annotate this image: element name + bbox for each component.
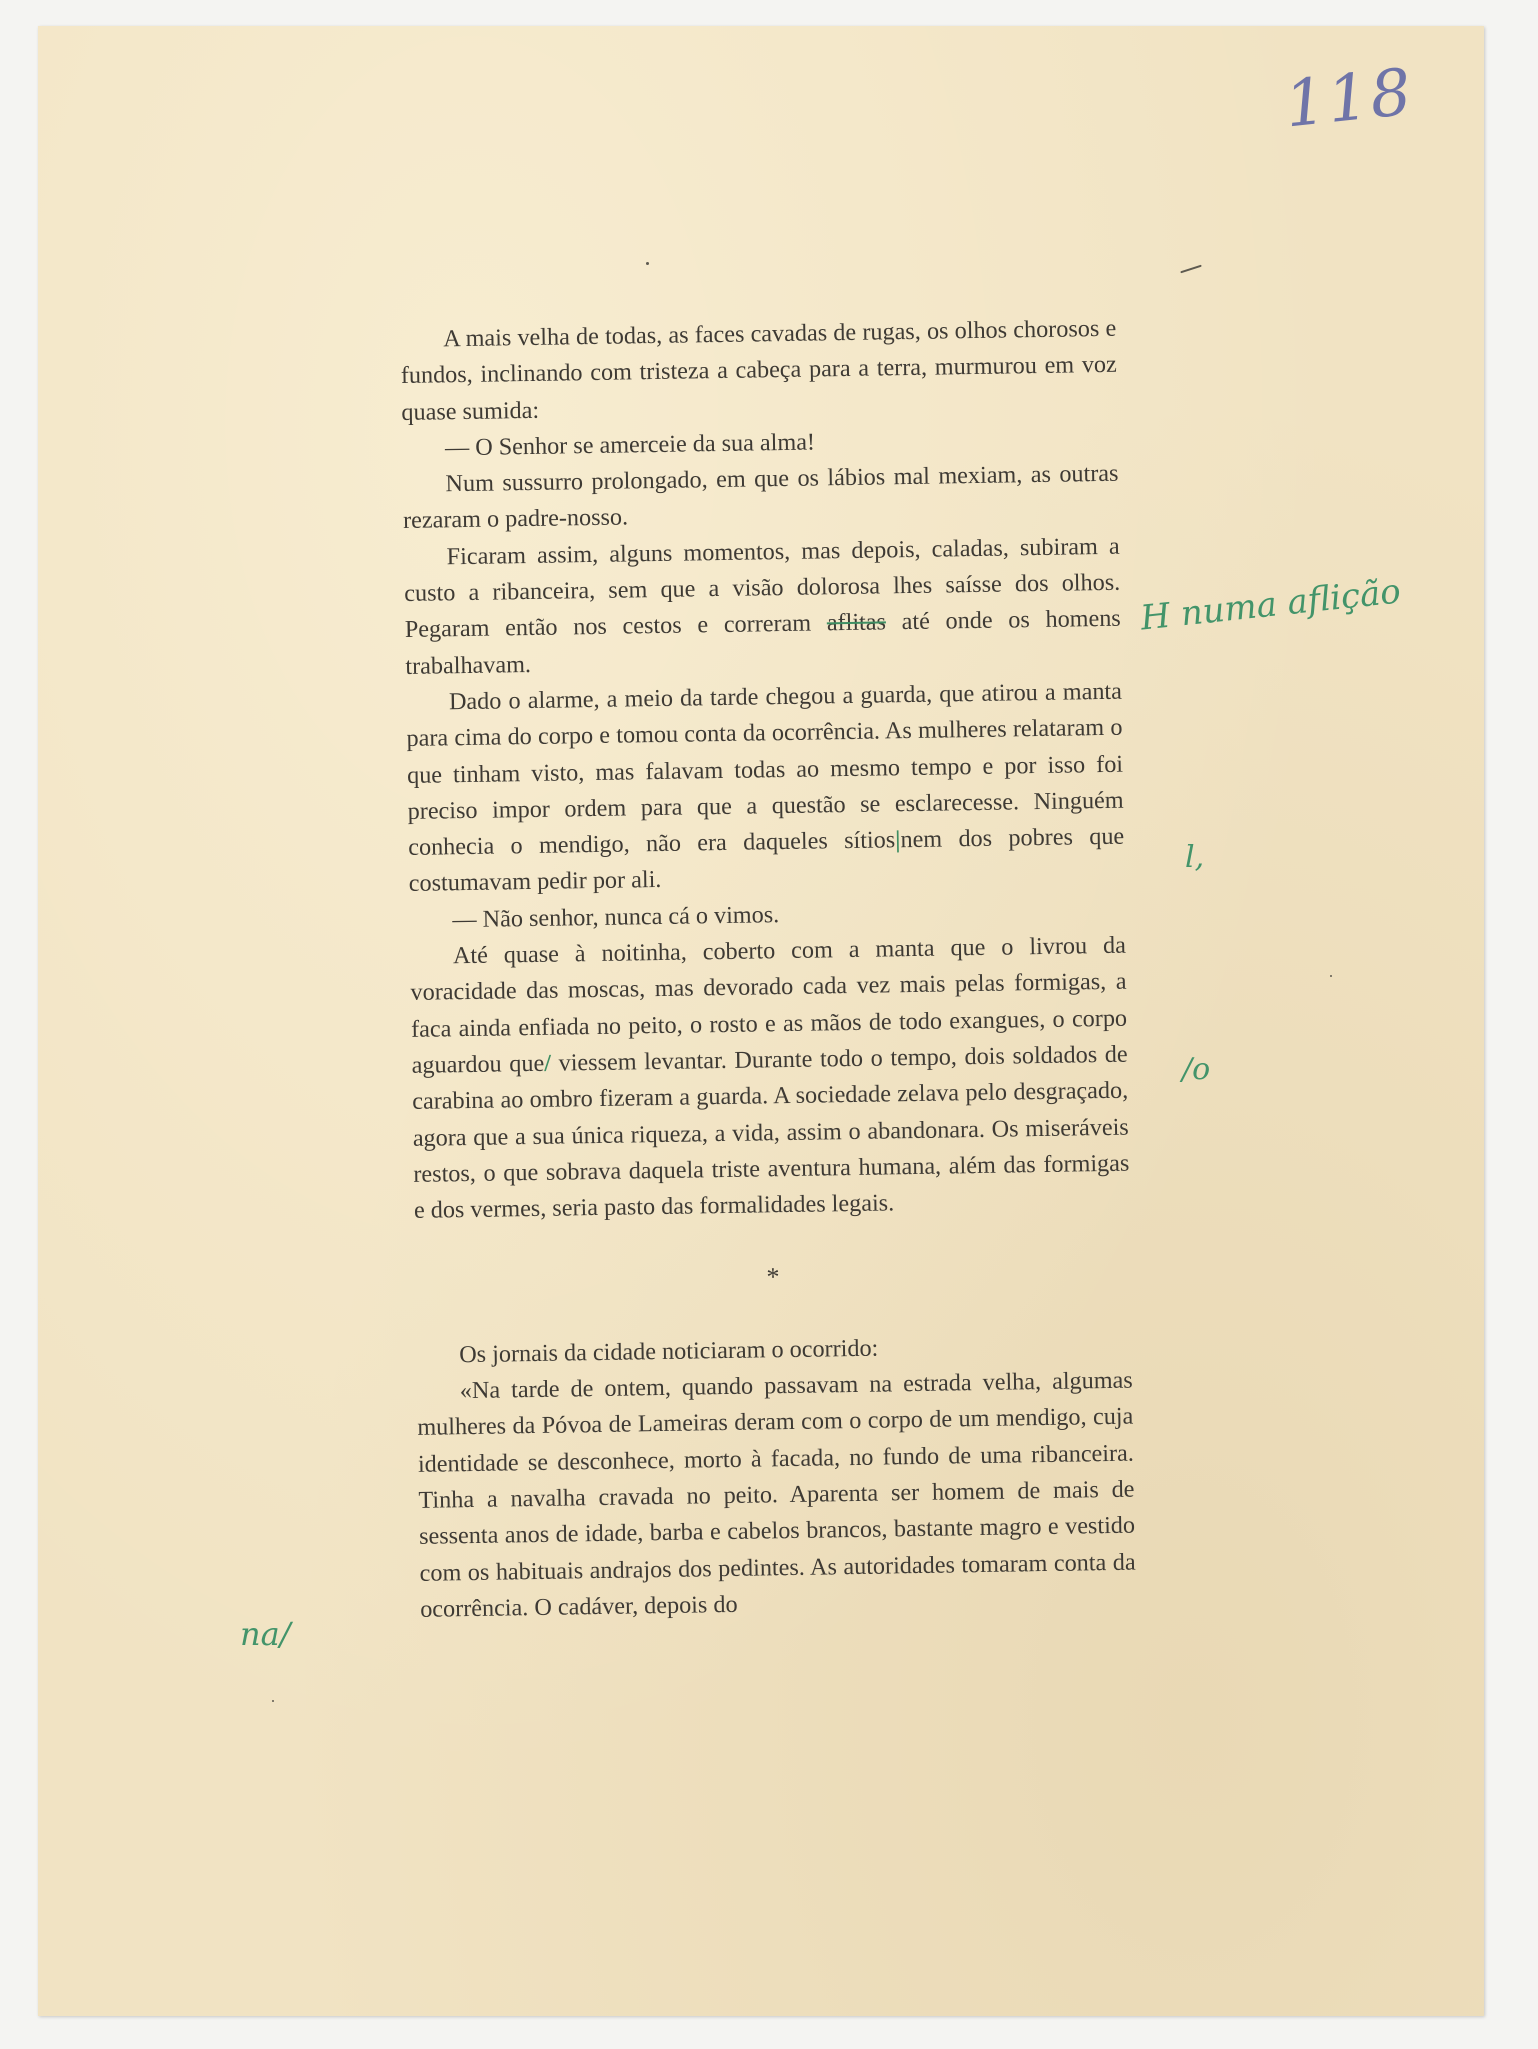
paragraph: Os jornais da cidade noticiaram o ocorrido:	[459, 1334, 879, 1368]
paragraph-with-mark	[406, 674, 1125, 903]
dialogue-line: — O Senhor se amerceie da sua alma!	[444, 428, 816, 462]
margin-annotation: na/	[240, 1615, 291, 1653]
margin-annotation: /o	[1182, 1052, 1211, 1087]
text-run: Dado o alarme, a meio da tarde chegou a guarda, que atirou a manta para cima do corpo e tomou conta da ocorrência. As mulheres relataram o que tinham visto, mas falavam todas ao mesmo tempo e por isso foi preciso impor ordem para que a questão se esclarecesse. Ninguém conhecia o mendigo, não era daqueles sítios	[406, 677, 1124, 862]
dialogue-line: — Não senhor, nunca cá o vimos.	[452, 900, 780, 933]
proof-mark: /	[544, 1049, 552, 1077]
paragraph-with-mark	[410, 928, 1130, 1230]
paragraph: A mais velha de todas, as faces cavadas de rugas, os olhos chorosos e fundos, inclinando com tristeza a cabeça para a terra, murmurou em voz quase sumida:	[400, 314, 1117, 426]
paragraph: «Na tarde de ontem, quando passavam na estrada velha, algumas mulheres da Póvoa de Lameiras deram com o corpo de um mendigo, cuja identidade se desconhece, morto à facada, no fundo de uma ribanceira. Tinha a navalha cravada no peito. Aparenta ser homem de mais de sessenta anos de idade, barba e cabelos brancos, bastante magro e vestido com os habituais andrajos dos pedintes. As autoridades tomaram conta da ocorrência. O cadáver, depois do	[417, 1366, 1136, 1623]
ink-speck	[1330, 975, 1332, 977]
paragraph: Num sussurro prolongado, em que os lábios mal mexiam, as outras rezaram o padre-nosso.	[402, 459, 1119, 535]
margin-annotation: l,	[1185, 840, 1205, 875]
text-run: Ficaram assim, alguns momentos, mas depois, caladas, subiram a custo a ribanceira, sem que a visão dolorosa lhes saísse dos olhos. Pegaram então nos cestos e correram	[404, 532, 1121, 644]
ink-speck	[646, 262, 649, 265]
page-folio-number: 118	[1281, 55, 1417, 143]
proof-mark: |	[894, 826, 901, 854]
typed-text-block	[400, 311, 1136, 1628]
text-run: nem dos pobres que costumavam pedir por ali.	[408, 822, 1125, 898]
section-separator: *	[766, 1262, 780, 1292]
ink-speck	[272, 1700, 274, 1702]
paragraph-with-deletion	[403, 529, 1121, 685]
text-run: até onde os homens trabalhavam.	[405, 605, 1121, 680]
text-run: viessem levantar. Durante todo o tempo, dois soldados de carabina ao ombro fizeram a guarda. A sociedade zelava pelo desgraçado, agora que a sua única riqueza, a vida, assim o abandonara. Os miseráveis restos, o que sobrava daquela triste aventura humana, além das formigas e dos vermes, seria pasto das formalidades legais.	[412, 1040, 1130, 1225]
text-run: Até quase à noitinha, coberto com a manta que o livrou da voracidade das moscas, mas devorado cada vez mais pelas formigas, a faca ainda enfiada no peito, o rosto e as mãos de todo exangues, o corpo aguardou que	[410, 931, 1128, 1079]
struck-word: aflitas	[826, 608, 887, 637]
margin-annotation: H numa aflição	[1138, 571, 1403, 639]
